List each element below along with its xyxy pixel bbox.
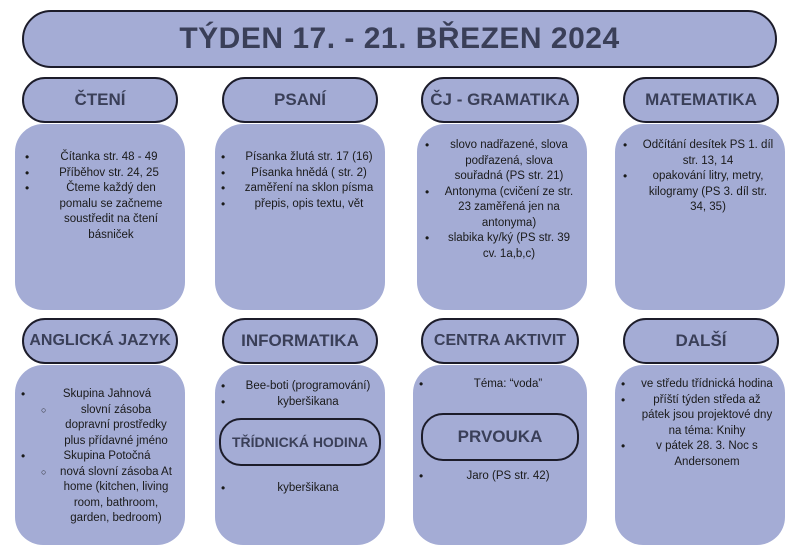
list-item: • ve středu třídnická hodina bbox=[621, 377, 775, 393]
list-item: • Jaro (PS str. 42) bbox=[419, 469, 579, 485]
list-item: • Čítanka str. 48 - 49 bbox=[25, 150, 175, 166]
list-item: • příští týden středa až pátek jsou projektové dny na téma: Knihy bbox=[621, 393, 775, 440]
list-item: • Čteme každý den pomalu se začneme soustředit na čtení básniček bbox=[25, 181, 175, 243]
list-item: • Skupina Jahnová bbox=[21, 387, 175, 403]
list-item: • Odčítání desítek PS 1. díl str. 13, 14 bbox=[623, 138, 775, 169]
heading-centra-aktivit: CENTRA AKTIVIT bbox=[421, 318, 579, 364]
heading-psani: PSANÍ bbox=[222, 77, 378, 123]
card-anglicky bbox=[15, 365, 185, 545]
card-psani bbox=[215, 124, 385, 310]
list-item: • Písanka hnědá ( str. 2) bbox=[221, 166, 379, 182]
list-item: • Písanka žlutá str. 17 (16) bbox=[221, 150, 379, 166]
heading-gramatika: ČJ - GRAMATIKA bbox=[421, 77, 579, 123]
heading-tridnicka-hodina: TŘÍDNICKÁ HODINA bbox=[219, 418, 381, 466]
heading-cteni: ČTENÍ bbox=[22, 77, 178, 123]
list-item: • kyberšikana bbox=[221, 481, 377, 497]
heading-informatika: INFORMATIKA bbox=[222, 318, 378, 364]
list-item: • slovo nadřazené, slova podřazená, slova souřadná (PS str. 21) bbox=[425, 138, 575, 185]
heading-dalsi: DALŠÍ bbox=[623, 318, 779, 364]
list-item: ○ nová slovní zásoba At home (kitchen, living room, bathroom, garden, bedroom) bbox=[21, 465, 175, 527]
page-title: TÝDEN 17. - 21. BŘEZEN 2024 bbox=[22, 10, 777, 68]
heading-anglicky: ANGLICKÁ JAZYK bbox=[22, 318, 178, 364]
card-cteni bbox=[15, 124, 185, 310]
list-item: • slabika ky/ký (PS str. 39 cv. 1a,b,c) bbox=[425, 231, 575, 262]
list-item: • Příběhov str. 24, 25 bbox=[25, 166, 175, 182]
list-item: • přepis, opis textu, vět bbox=[221, 197, 379, 213]
list-item: • opakování litry, metry, kilogramy (PS 3. díl str. 34, 35) bbox=[623, 169, 775, 216]
card-dalsi bbox=[615, 365, 785, 545]
list-item: • zaměření na sklon písma bbox=[221, 181, 379, 197]
list-item: • v pátek 28. 3. Noc s Andersonem bbox=[621, 439, 775, 470]
list-item: • Bee-boti (programování) bbox=[221, 379, 377, 395]
list-item: • Antonyma (cvičení ze str. 23 zaměřená jen na antonyma) bbox=[425, 185, 575, 232]
heading-matematika: MATEMATIKA bbox=[623, 77, 779, 123]
card-matematika bbox=[615, 124, 785, 310]
list-item: • Téma: “voda” bbox=[419, 377, 579, 393]
list-item: • Skupina Potočná bbox=[21, 449, 175, 465]
heading-prvouka: PRVOUKA bbox=[421, 413, 579, 461]
card-gramatika bbox=[417, 124, 587, 310]
list-item: • kyberšikana bbox=[221, 395, 377, 411]
list-item: ○ slovní zásoba dopravní prostředky plus přídavné jméno bbox=[21, 403, 175, 450]
